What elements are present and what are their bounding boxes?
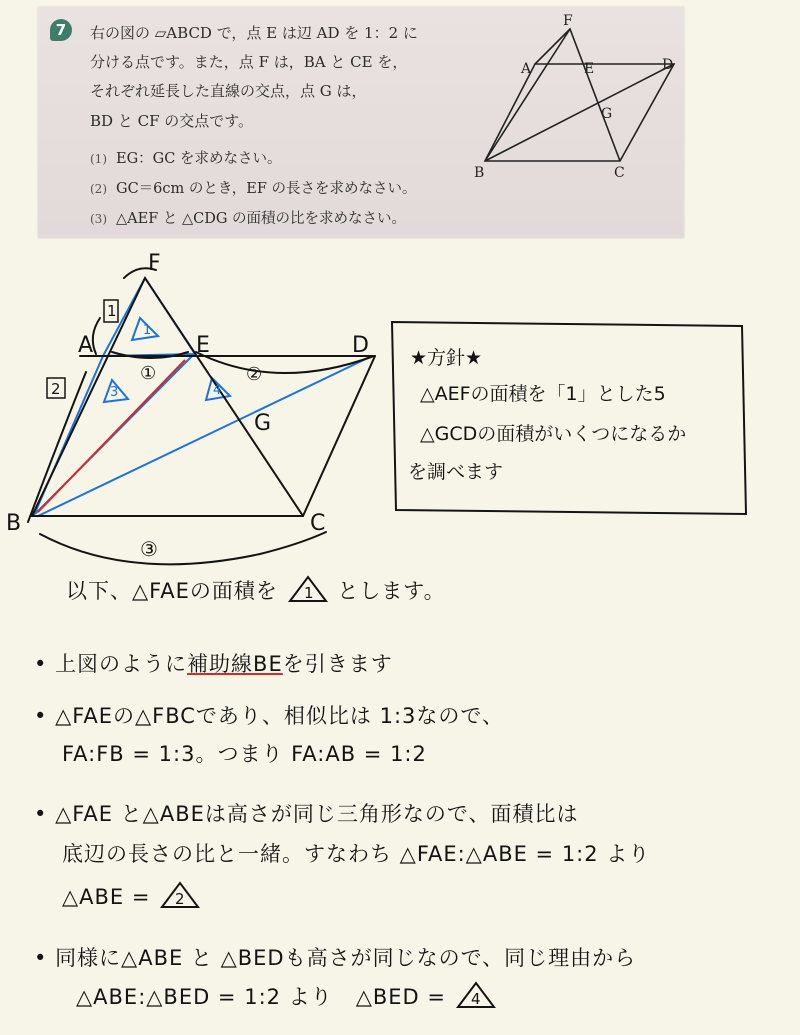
triangle-FBC xyxy=(32,278,303,516)
problem-line-2: 分ける点です。また，点 F は，BA と CE を， xyxy=(90,53,408,71)
fig-label-C: C xyxy=(614,165,625,181)
label-F: F xyxy=(148,251,161,276)
svg-text:4: 4 xyxy=(470,990,482,1008)
value-triangle-intro xyxy=(286,574,330,604)
area-mark-3: 3 xyxy=(110,385,119,400)
fig-label-E: E xyxy=(584,61,595,77)
area-mark-1: 1 xyxy=(143,323,152,338)
fig-label-F: F xyxy=(563,13,573,29)
strategy-line-2: △GCDの面積がいくつになるか xyxy=(420,423,687,445)
ratio-AB: 2 xyxy=(51,380,61,398)
fig-label-D: D xyxy=(662,57,674,73)
label-E: E xyxy=(196,333,210,358)
note-bullet-2-line-1: • △FAEの△FBCであり、相似比は 1:3なので、 xyxy=(34,704,504,728)
arc-FA xyxy=(93,318,100,354)
note-bullet-1: • 上図のように補助線BEを引きます xyxy=(34,652,393,676)
subquestion-2: (2) GC＝6cm のとき，EF の長さを求めなさい。 xyxy=(90,181,417,197)
note-bullet-4-line-2: △ABE:△BED = 1:2 より △BED = 4 xyxy=(76,980,498,1011)
fig-label-B: B xyxy=(474,165,485,181)
problem-line-3: それぞれ延長した直線の交点，点 G は， xyxy=(90,82,367,100)
fig-label-A: A xyxy=(521,61,532,77)
label-G: G xyxy=(254,411,272,436)
label-C: C xyxy=(310,511,326,536)
subquestion-1: (1) EG：GC を求めなさい。 xyxy=(90,151,282,167)
subquestion-3: (3) △AEF と △CDG の面積の比を求めなさい。 xyxy=(90,211,407,227)
blue-triangle-AEF xyxy=(103,278,195,356)
note-intro: 以下、△FAEの面積を 1 とします。 xyxy=(66,574,446,605)
side-CD xyxy=(303,356,375,516)
label-A: A xyxy=(78,333,94,358)
strategy-title: ★方針★ xyxy=(410,347,483,369)
svg-text:1: 1 xyxy=(303,584,315,602)
label-D: D xyxy=(352,333,369,358)
strategy-line-1: △AEFの面積を「1」とした5 xyxy=(420,383,666,405)
area-mark-4: 4 xyxy=(213,383,222,398)
note-bullet-2-line-2: FA:FB = 1:3。つまり FA:AB = 1:2 xyxy=(62,742,427,766)
ratio-AE: ① xyxy=(140,363,157,384)
value-triangle-abe xyxy=(158,880,202,910)
note-bullet-3-line-3: △ABE = 2 xyxy=(62,880,202,910)
strategy-line-3: を調べます xyxy=(408,461,504,483)
problem-number-badge: 7 xyxy=(50,19,72,41)
note-bullet-4-line-1: • 同様に△ABE と △BEDも高さが同じなので、同じ理由から xyxy=(34,946,637,970)
ratio-FA: 1 xyxy=(107,302,117,320)
ratio-BC: ③ xyxy=(140,537,158,561)
ratio-ED: ② xyxy=(246,364,263,385)
value-triangle-bed xyxy=(454,980,498,1010)
problem-line-4: BD と CF の交点です。 xyxy=(90,112,254,130)
svg-text:2: 2 xyxy=(175,890,186,908)
note-bullet-3-line-2: 底辺の長さの比と一緒。すなわち △FAE:△ABE = 1:2 より xyxy=(62,842,651,866)
label-B: B xyxy=(6,511,22,536)
fig-label-G: G xyxy=(601,106,613,122)
problem-line-1: 右の図の ▱ABCD で，点 E は辺 AD を 1：2 に xyxy=(90,24,418,42)
blue-line-BD xyxy=(38,356,372,516)
arc-BC xyxy=(40,532,326,564)
note-bullet-3-line-1: • △FAE と△ABEは高さが同じ三角形なので、面積比は xyxy=(34,802,579,826)
underlined-auxiliary-line: 補助線BE xyxy=(187,652,283,676)
